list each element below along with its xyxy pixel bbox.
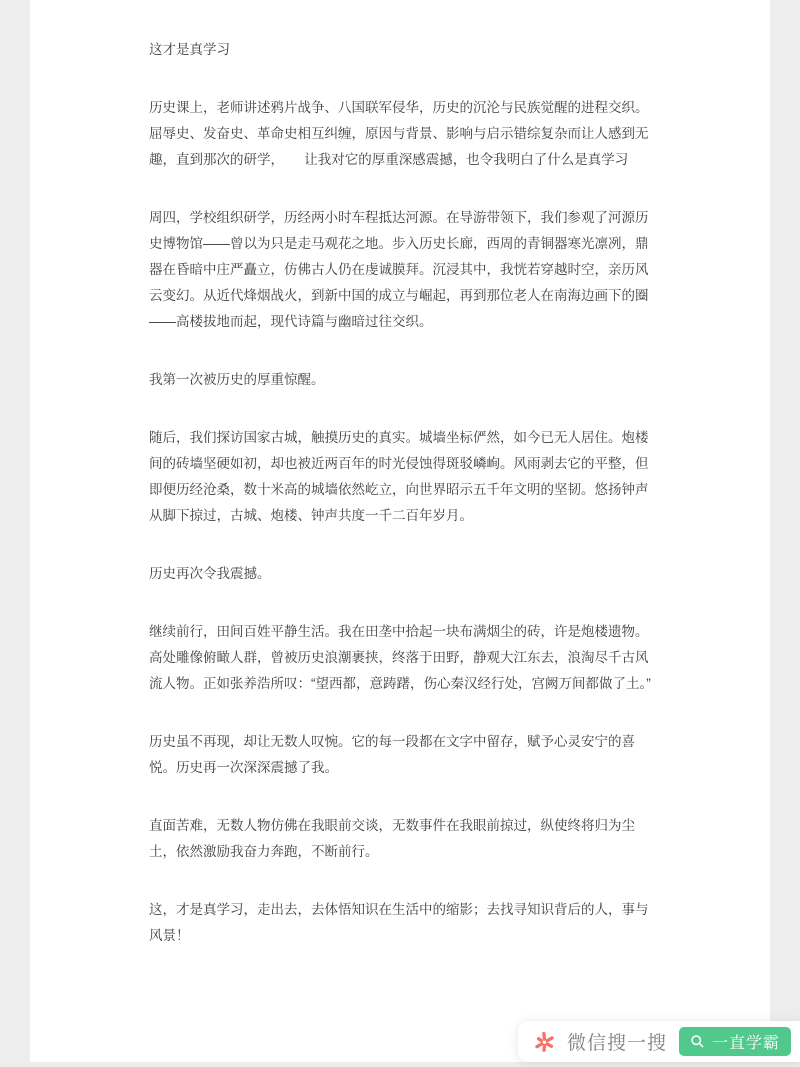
article-paragraph: 历史再次令我震撼。	[149, 566, 271, 581]
article-paragraph: 历史虽不再现，却让无数人叹惋。它的每一段都在文字中留存，赋予心灵安宁的喜悦。历史再一次深深震撼了我。	[149, 734, 635, 775]
article-paragraph: 历史课上，老师讲述鸦片战争、八国联军侵华，历史的沉沦与民族觉醒的进程交织。屈辱史、发奋史、革命史相互纠缠，原因与背景、影响与启示错综复杂而让人感到无趣，直到那次的研学， 让我对它的厚重深感震撼，也令我明白了什么是真学习	[149, 100, 649, 167]
wechat-search-card	[518, 1021, 800, 1062]
article-paragraph: 这，才是真学习，走出去，去体悟知识在生活中的缩影；去找寻知识背后的人，事与风景！	[149, 902, 649, 943]
article-paragraph: 直面苦难，无数人物仿佛在我眼前交谈，无数事件在我眼前掠过，纵使终将归为尘土，依然激励我奋力奔跑，不断前行。	[149, 818, 635, 859]
article-paragraph: 继续前行，田间百姓平静生活。我在田垄中拾起一块布满烟尘的砖，许是炮楼遗物。高处雕像俯瞰人群，曾被历史浪潮裹挟，终落于田野，静观大江东去，浪淘尽千古风流人物。正如张养浩所叹：“望西都，意踌躇，伤心秦汉经行处，宫阙万间都做了土。”	[149, 624, 651, 691]
wechat-search-label: 微信搜一搜	[566, 1033, 667, 1054]
wechat-search-starburst-icon	[531, 1028, 558, 1055]
search-account-button[interactable]	[679, 1027, 791, 1056]
article-paragraph: 我第一次被历史的厚重惊醒。	[149, 372, 325, 387]
article-paragraph: 周四，学校组织研学，历经两小时车程抵达河源。在导游带领下，我们参观了河源历史博物馆——曾以为只是走马观花之地。步入历史长廊，西周的青铜器寒光凛冽，鼎器在昏暗中庄严矗立，仿佛古人仍在虔诚膜拜。沉浸其中，我恍若穿越时空，亲历风云变幻。从近代烽烟战火，到新中国的成立与崛起，再到那位老人在南海边画下的圈——高楼拔地而起，现代诗篇与幽暗过往交织。	[149, 210, 649, 329]
article-content	[149, 0, 651, 949]
magnifier-icon	[690, 1034, 705, 1049]
article-title: 这才是真学习	[149, 42, 230, 57]
article-paragraph: 随后，我们探访国家古城，触摸历史的真实。城墙坐标俨然，如今已无人居住。炮楼间的砖墙坚硬如初，却也被近两百年的时光侵蚀得斑驳嶙峋。风雨剥去它的平整，但即便历经沧桑，数十米高的城墙依然屹立，向世界昭示五千年文明的坚韧。悠扬钟声从脚下掠过，古城、炮楼、钟声共度一千二百年岁月。	[149, 430, 649, 523]
article-page	[30, 0, 770, 1062]
article-body	[149, 95, 651, 949]
search-button-label: 一直学霸	[711, 1035, 780, 1052]
